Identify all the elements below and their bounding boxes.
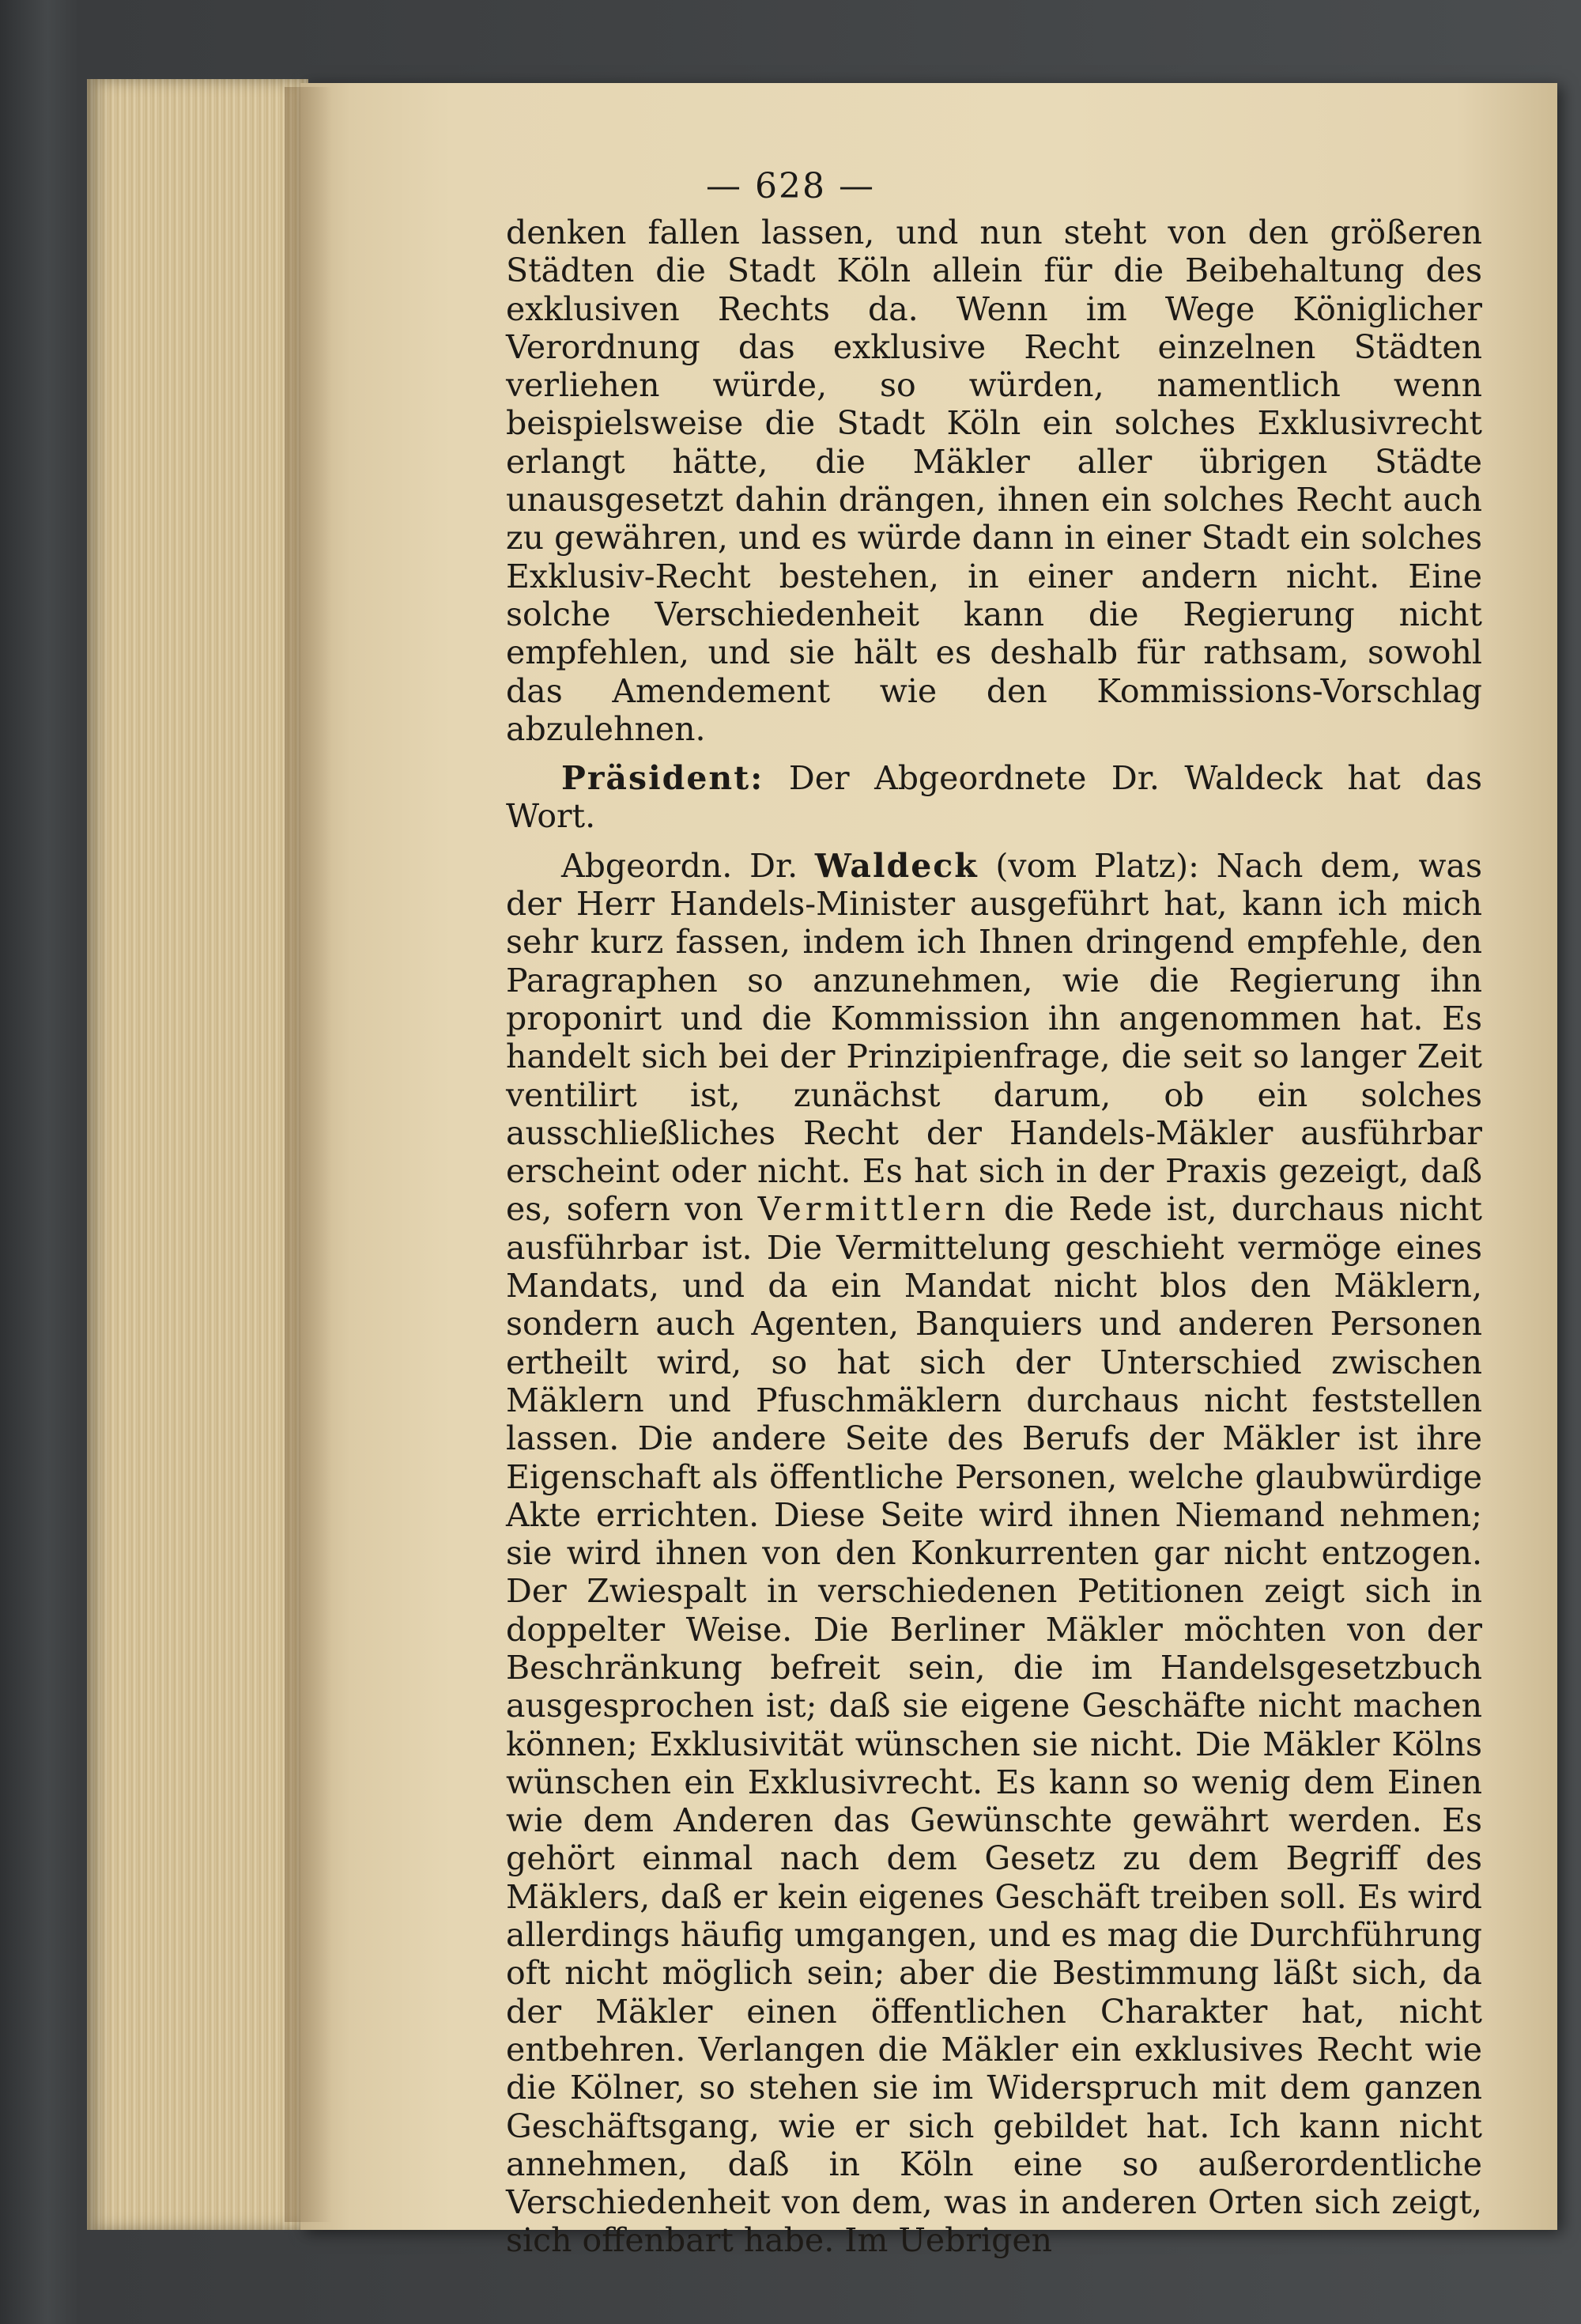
gutter-shadow: [285, 87, 332, 2222]
waldeck-prefix: Abgeordn. Dr.: [561, 846, 815, 885]
body-text: [506, 214, 1482, 2260]
paragraph-waldeck: [506, 847, 1482, 2260]
page-number: — 628 —: [706, 166, 875, 206]
speaker-president: Präsident:: [561, 759, 764, 798]
paragraph-president: [506, 759, 1482, 836]
waldeck-text-a: (vom Platz): Nach dem, was der Herr Handels-Minister ausgeführt hat, kann ich mich sehr kurz fassen, indem ich Ihnen dringend empfehle, den Paragraphen so anzunehmen, wie die Regierung ihn proponirt und die Kommission ihn angenommen hat. Es handelt sich bei der Prinzipienfrage, die seit so langer Zeit ventilirt ist, zunächst darum, ob ein solches ausschließliches Recht der Handels-Mäkler ausführbar erscheint oder nicht. Es hat sich in der Praxis gezeigt, daß es, sofern von: [506, 846, 1482, 1229]
paragraph-minister-statement: denken fallen lassen, und nun steht von den größeren Städten die Stadt Köln allein für die Beibehaltung des exklusiven Rechts da. Wenn im Wege Königlicher Verordnung das exklusive Recht einzelnen Städten verliehen würde, so würden, namentlich wenn beispielsweise die Stadt Köln ein solches Exklusivrecht erlangt hätte, die Mäkler aller übrigen Städte unausgesetzt dahin drängen, ihnen ein solches Recht auch zu gewähren, und es würde dann in einer Stadt ein solches Exklusiv-Recht bestehen, in einer andern nicht. Eine solche Verschiedenheit kann die Regierung nicht empfehlen, und sie hält es deshalb für rathsam, sowohl das Amendement wie den Kommissions-Vorschlag abzulehnen.: [506, 214, 1482, 748]
page-edges: [87, 79, 308, 2230]
waldeck-text-b: die Rede ist, durchaus nicht ausführbar ist. Die Vermittelung geschieht vermöge eines Mandats, und da ein Mandat nicht blos den Mäklern, sondern auch Agenten, Banquiers und anderen Personen ertheilt wird, so hat sich der Unterschied zwischen Mäklern und Pfuschmäklern durchaus nicht feststellen lassen. Die andere Seite des Berufs der Mäkler ist ihre Eigenschaft als öffentliche Personen, welche glaubwürdige Akte errichten. Diese Seite wird ihnen Niemand nehmen; sie wird ihnen von den Konkurrenten gar nicht entzogen. Der Zwiespalt in verschiedenen Petitionen zeigt sich in doppelter Weise. Die Berliner Mäkler möchten von der Beschränkung befreit sein, die im Handelsgesetzbuch ausgesprochen ist; daß sie eigene Geschäfte nicht machen können; Exklusivität wünschen sie nicht. Die Mäkler Kölns wünschen ein Exklusivrecht. Es kann so wenig dem Einen wie dem Anderen das Gewünschte gewährt werden. Es gehört einmal nach dem Gesetz zu dem Begriff des Mäklers, daß er kein eigenes Geschäft treiben soll. Es wird allerdings häufig umgangen, und es mag die Durchführung oft nicht möglich sein; aber die Bestimmung läßt sich, da der Mäkler einen öffentlichen Charakter hat, nicht entbehren. Verlangen die Mäkler ein exklusives Recht wie die Kölner, so stehen sie im Widerspruch mit dem ganzen Geschäftsgang, wie er sich gebildet hat. Ich kann nicht annehmen, daß in Köln eine so außerordentliche Verschiedenheit von dem, was in anderen Orten sich zeigt, sich offenbart habe. Im Uebrigen: [506, 1190, 1482, 2260]
speaker-waldeck: Waldeck: [814, 846, 979, 885]
president-text: Der Abgeordnete Dr. Waldeck hat das Wort.: [506, 759, 1482, 836]
emphasis-vermittlern: Vermittlern: [757, 1190, 990, 1229]
